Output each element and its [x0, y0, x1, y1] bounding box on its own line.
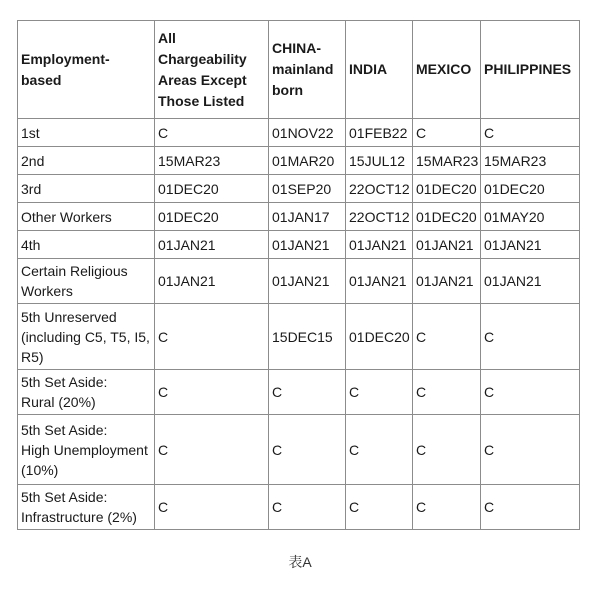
category-cell: 1st — [18, 119, 155, 147]
mexico-cell: 01JAN21 — [413, 259, 481, 304]
table-header-row — [18, 21, 580, 119]
all-chargeability-cell: C — [155, 370, 269, 415]
philippines-cell: C — [481, 370, 580, 415]
category-cell: 5th Unreserved (including C5, T5, I5, R5) — [18, 304, 155, 370]
philippines-cell: 01JAN21 — [481, 231, 580, 259]
china-cell: 01JAN17 — [269, 203, 346, 231]
india-cell: 01FEB22 — [346, 119, 413, 147]
table-row — [18, 175, 580, 203]
mexico-cell: C — [413, 370, 481, 415]
table-row — [18, 370, 580, 415]
category-cell: 3rd — [18, 175, 155, 203]
india-cell: 22OCT12 — [346, 175, 413, 203]
philippines-cell: 01JAN21 — [481, 259, 580, 304]
table-row — [18, 415, 580, 485]
all-chargeability-cell: C — [155, 415, 269, 485]
all-chargeability-cell: 01DEC20 — [155, 203, 269, 231]
india-cell: C — [346, 485, 413, 530]
category-cell: 5th Set Aside: Rural (20%) — [18, 370, 155, 415]
india-cell: 15JUL12 — [346, 147, 413, 175]
mexico-cell: C — [413, 304, 481, 370]
philippines-cell: 01MAY20 — [481, 203, 580, 231]
all-chargeability-cell: C — [155, 485, 269, 530]
mexico-cell: 01JAN21 — [413, 231, 481, 259]
table-row — [18, 147, 580, 175]
table-row — [18, 485, 580, 530]
mexico-cell: C — [413, 415, 481, 485]
table-row — [18, 231, 580, 259]
category-cell: 5th Set Aside: Infrastructure (2%) — [18, 485, 155, 530]
all-chargeability-cell: 01JAN21 — [155, 231, 269, 259]
category-cell: 5th Set Aside: High Unemployment (10%) — [18, 415, 155, 485]
philippines-cell: C — [481, 119, 580, 147]
philippines-cell: C — [481, 304, 580, 370]
table-row — [18, 259, 580, 304]
header-india: INDIA — [346, 21, 413, 119]
mexico-cell: C — [413, 119, 481, 147]
china-cell: 15DEC15 — [269, 304, 346, 370]
all-chargeability-cell: 01DEC20 — [155, 175, 269, 203]
category-cell: Other Workers — [18, 203, 155, 231]
header-philippines: PHILIPPINES — [481, 21, 580, 119]
visa-bulletin-table — [17, 20, 580, 530]
header-china: CHINA- mainland born — [269, 21, 346, 119]
india-cell: 01JAN21 — [346, 259, 413, 304]
philippines-cell: C — [481, 485, 580, 530]
mexico-cell: 15MAR23 — [413, 147, 481, 175]
india-cell: C — [346, 370, 413, 415]
table-caption: 表A — [288, 554, 312, 570]
china-cell: C — [269, 415, 346, 485]
china-cell: C — [269, 370, 346, 415]
india-cell: C — [346, 415, 413, 485]
china-cell: 01JAN21 — [269, 231, 346, 259]
all-chargeability-cell: C — [155, 119, 269, 147]
philippines-cell: C — [481, 415, 580, 485]
china-cell: 01MAR20 — [269, 147, 346, 175]
table-row — [18, 203, 580, 231]
india-cell: 01DEC20 — [346, 304, 413, 370]
china-cell: 01NOV22 — [269, 119, 346, 147]
table-row — [18, 119, 580, 147]
india-cell: 22OCT12 — [346, 203, 413, 231]
india-cell: 01JAN21 — [346, 231, 413, 259]
philippines-cell: 15MAR23 — [481, 147, 580, 175]
all-chargeability-cell: C — [155, 304, 269, 370]
mexico-cell: 01DEC20 — [413, 203, 481, 231]
category-cell: Certain Religious Workers — [18, 259, 155, 304]
all-chargeability-cell: 15MAR23 — [155, 147, 269, 175]
philippines-cell: 01DEC20 — [481, 175, 580, 203]
china-cell: C — [269, 485, 346, 530]
category-cell: 2nd — [18, 147, 155, 175]
mexico-cell: C — [413, 485, 481, 530]
table-row — [18, 304, 580, 370]
china-cell: 01SEP20 — [269, 175, 346, 203]
all-chargeability-cell: 01JAN21 — [155, 259, 269, 304]
header-employment-based: Employment- based — [18, 21, 155, 119]
china-cell: 01JAN21 — [269, 259, 346, 304]
category-cell: 4th — [18, 231, 155, 259]
header-mexico: MEXICO — [413, 21, 481, 119]
header-all-chargeability: All Chargeability Areas Except Those Listed — [155, 21, 269, 119]
mexico-cell: 01DEC20 — [413, 175, 481, 203]
